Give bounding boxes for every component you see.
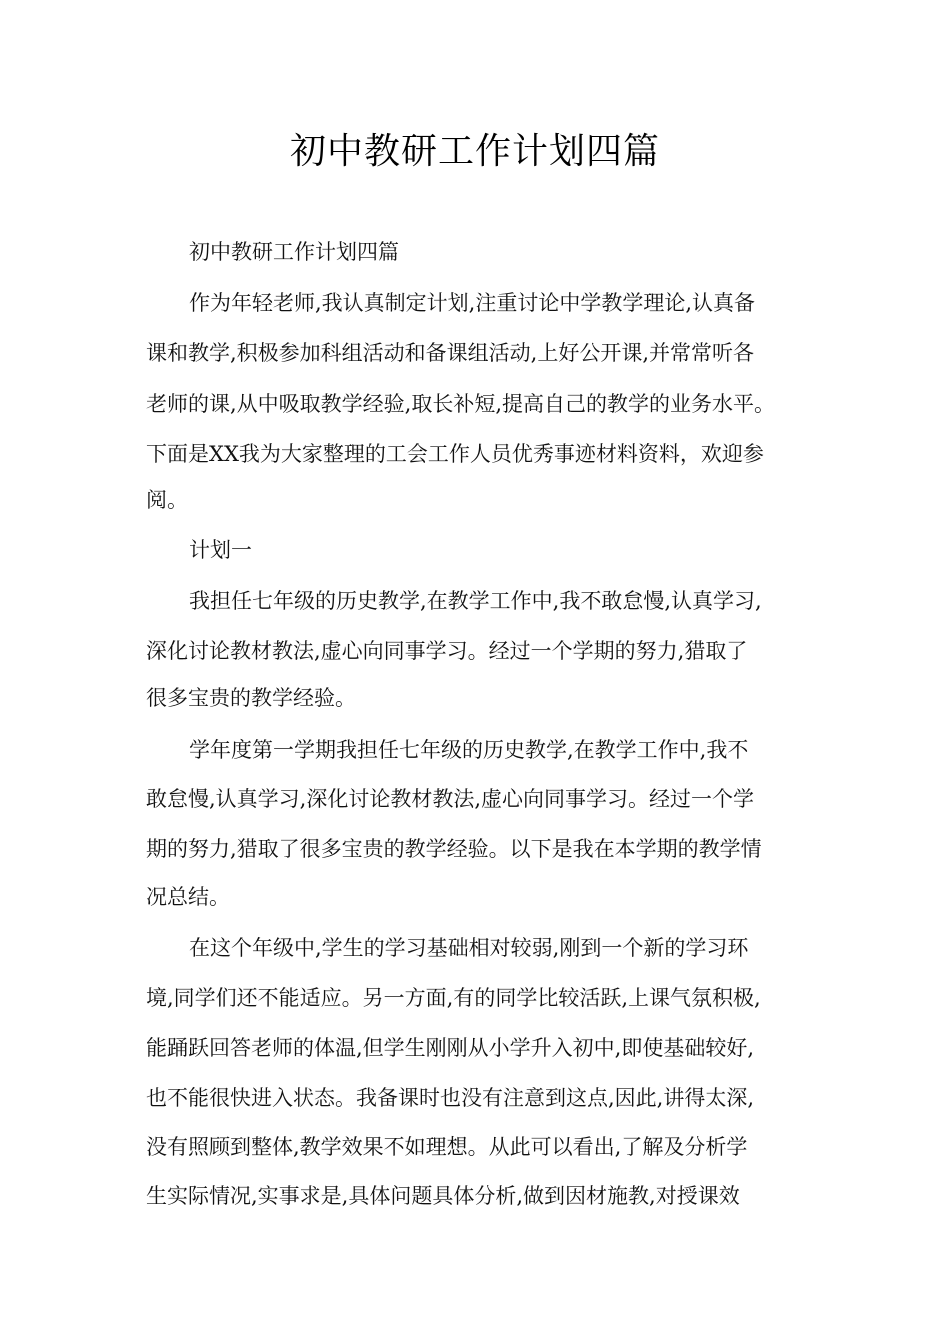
document-title: 初中教研工作计划四篇: [289, 131, 660, 172]
paragraph-line: 深化讨论教材教法,虚心向同事学习。经过一个学期的努力,猎取了: [146, 639, 748, 663]
paragraph-line: 我担任七年级的历史教学,在教学工作中,我不敢怠慢,认真学习,: [189, 589, 762, 613]
paragraph-line: 况总结。: [146, 885, 230, 909]
paragraph-line: 也不能很快进入状态。我备课时也没有注意到这点,因此,讲得太深,: [146, 1086, 755, 1110]
intro-line: 作为年轻老师,我认真制定计划,注重讨论中学教学理论,认真备: [189, 291, 756, 315]
section-heading: 计划一: [189, 538, 252, 562]
paragraph-line: 能踊跃回答老师的体温,但学生刚刚从小学升入初中,即使基础较好,: [146, 1036, 755, 1060]
paragraph-line: 学年度第一学期我担任七年级的历史教学,在教学工作中,我不: [189, 738, 749, 762]
subtitle-line: 初中教研工作计划四篇: [189, 240, 399, 264]
intro-line: 阅。: [146, 488, 188, 512]
intro-line: 下面是XX我为大家整理的工会工作人员优秀事迹材料资料，欢迎参: [146, 442, 764, 466]
paragraph-line: 在这个年级中,学生的学习基础相对较弱,刚到一个新的学习环: [189, 936, 749, 960]
paragraph-line: 生实际情况,实事求是,具体问题具体分析,做到因材施教,对授课效: [146, 1184, 740, 1208]
paragraph-line: 没有照顾到整体,教学效果不如理想。从此可以看出,了解及分析学: [146, 1135, 748, 1159]
intro-line: 课和教学,积极参加科组活动和备课组活动,上好公开课,并常常听各: [146, 341, 755, 365]
intro-line: 老师的课,从中吸取教学经验,取长补短,提高自己的教学的业务水平。: [146, 392, 776, 416]
paragraph-line: 敢怠慢,认真学习,深化讨论教材教法,虚心向同事学习。经过一个学: [146, 787, 755, 811]
paragraph-line: 境,同学们还不能适应。另一方面,有的同学比较活跃,上课气氛积极,: [146, 986, 761, 1010]
paragraph-line: 很多宝贵的教学经验。: [146, 686, 356, 710]
paragraph-line: 期的努力,猎取了很多宝贵的教学经验。以下是我在本学期的教学情: [146, 837, 762, 861]
